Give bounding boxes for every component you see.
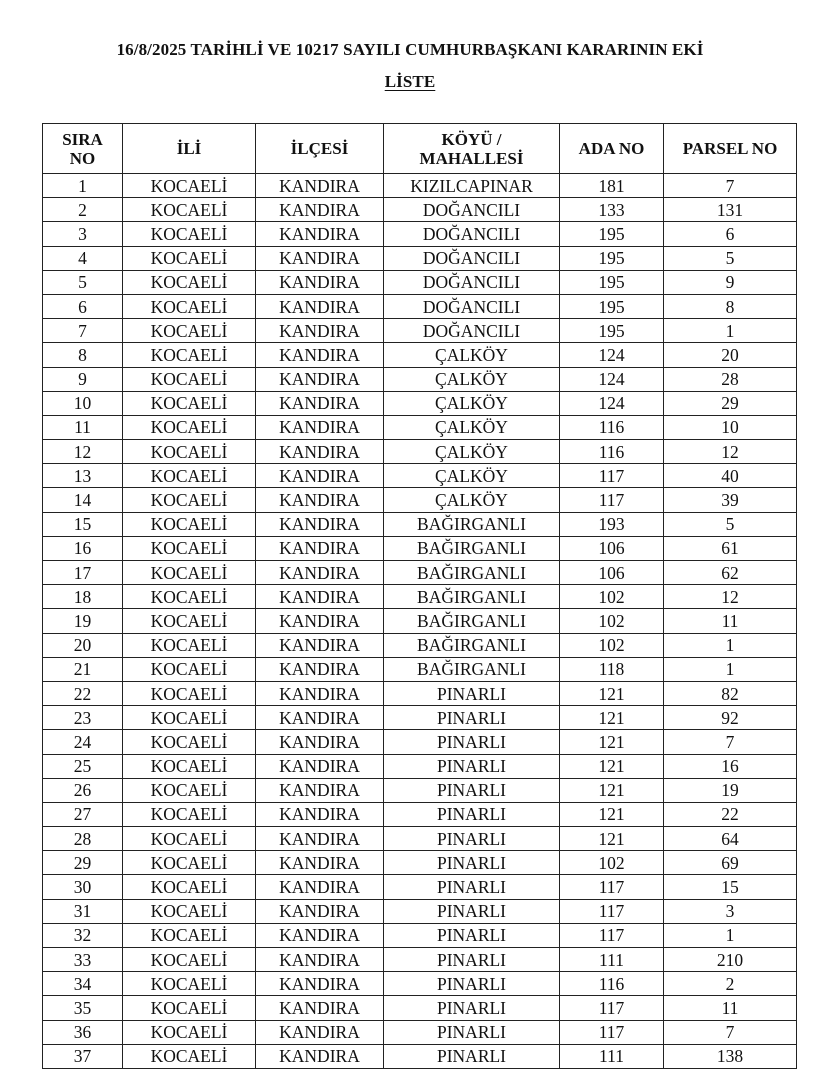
table-row bbox=[43, 778, 797, 802]
parcel-table bbox=[42, 123, 797, 1069]
cell-il: KOCAELİ bbox=[123, 174, 256, 198]
cell-il: KOCAELİ bbox=[123, 343, 256, 367]
cell-parsel-no: 40 bbox=[664, 464, 797, 488]
cell-ada-no: 117 bbox=[560, 899, 664, 923]
table-row bbox=[43, 561, 797, 585]
cell-koy-mahalle: PINARLI bbox=[384, 899, 560, 923]
cell-il: KOCAELİ bbox=[123, 996, 256, 1020]
cell-ilce: KANDIRA bbox=[256, 875, 384, 899]
cell-ilce: KANDIRA bbox=[256, 851, 384, 875]
cell-sira-no: 29 bbox=[43, 851, 123, 875]
cell-il: KOCAELİ bbox=[123, 948, 256, 972]
cell-ada-no: 124 bbox=[560, 391, 664, 415]
cell-ilce: KANDIRA bbox=[256, 415, 384, 439]
table-row bbox=[43, 198, 797, 222]
table-row bbox=[43, 754, 797, 778]
cell-ada-no: 195 bbox=[560, 319, 664, 343]
cell-ilce: KANDIRA bbox=[256, 802, 384, 826]
document-title: 16/8/2025 TARİHLİ VE 10217 SAYILI CUMHURBAŞKANI KARARININ EKİ bbox=[116, 40, 704, 59]
cell-ada-no: 193 bbox=[560, 512, 664, 536]
cell-ada-no: 195 bbox=[560, 294, 664, 318]
cell-parsel-no: 6 bbox=[664, 222, 797, 246]
cell-koy-mahalle: BAĞIRGANLI bbox=[384, 633, 560, 657]
table-row bbox=[43, 1020, 797, 1044]
cell-koy-mahalle: PINARLI bbox=[384, 1020, 560, 1044]
cell-ada-no: 102 bbox=[560, 633, 664, 657]
cell-il: KOCAELİ bbox=[123, 1020, 256, 1044]
cell-sira-no: 9 bbox=[43, 367, 123, 391]
table-body bbox=[43, 174, 797, 1069]
cell-koy-mahalle: BAĞIRGANLI bbox=[384, 512, 560, 536]
cell-ilce: KANDIRA bbox=[256, 1020, 384, 1044]
cell-il: KOCAELİ bbox=[123, 415, 256, 439]
cell-sira-no: 31 bbox=[43, 899, 123, 923]
cell-il: KOCAELİ bbox=[123, 827, 256, 851]
cell-sira-no: 20 bbox=[43, 633, 123, 657]
cell-koy-mahalle: BAĞIRGANLI bbox=[384, 561, 560, 585]
cell-ilce: KANDIRA bbox=[256, 512, 384, 536]
cell-sira-no: 11 bbox=[43, 415, 123, 439]
cell-ada-no: 102 bbox=[560, 585, 664, 609]
table-row bbox=[43, 706, 797, 730]
cell-parsel-no: 7 bbox=[664, 730, 797, 754]
cell-koy-mahalle: DOĞANCILI bbox=[384, 198, 560, 222]
cell-il: KOCAELİ bbox=[123, 754, 256, 778]
table-row bbox=[43, 899, 797, 923]
cell-ada-no: 116 bbox=[560, 415, 664, 439]
cell-ada-no: 121 bbox=[560, 802, 664, 826]
document-subtitle bbox=[0, 72, 820, 92]
cell-ilce: KANDIRA bbox=[256, 899, 384, 923]
cell-il: KOCAELİ bbox=[123, 561, 256, 585]
cell-il: KOCAELİ bbox=[123, 1044, 256, 1068]
cell-ilce: KANDIRA bbox=[256, 657, 384, 681]
table-row bbox=[43, 802, 797, 826]
cell-parsel-no: 1 bbox=[664, 923, 797, 947]
cell-ada-no: 117 bbox=[560, 996, 664, 1020]
cell-parsel-no: 11 bbox=[664, 609, 797, 633]
cell-sira-no: 36 bbox=[43, 1020, 123, 1044]
cell-parsel-no: 1 bbox=[664, 657, 797, 681]
cell-ilce: KANDIRA bbox=[256, 996, 384, 1020]
cell-sira-no: 13 bbox=[43, 464, 123, 488]
cell-il: KOCAELİ bbox=[123, 585, 256, 609]
cell-il: KOCAELİ bbox=[123, 923, 256, 947]
cell-ilce: KANDIRA bbox=[256, 730, 384, 754]
cell-ilce: KANDIRA bbox=[256, 294, 384, 318]
table-row bbox=[43, 923, 797, 947]
cell-koy-mahalle: BAĞIRGANLI bbox=[384, 657, 560, 681]
cell-sira-no: 1 bbox=[43, 174, 123, 198]
table-row bbox=[43, 415, 797, 439]
cell-parsel-no: 5 bbox=[664, 246, 797, 270]
cell-ilce: KANDIRA bbox=[256, 246, 384, 270]
header-il: İLİ bbox=[123, 124, 256, 174]
cell-sira-no: 26 bbox=[43, 778, 123, 802]
cell-sira-no: 12 bbox=[43, 440, 123, 464]
cell-il: KOCAELİ bbox=[123, 440, 256, 464]
table-row bbox=[43, 440, 797, 464]
cell-ada-no: 133 bbox=[560, 198, 664, 222]
cell-ada-no: 117 bbox=[560, 875, 664, 899]
cell-ilce: KANDIRA bbox=[256, 609, 384, 633]
cell-il: KOCAELİ bbox=[123, 730, 256, 754]
cell-ada-no: 195 bbox=[560, 270, 664, 294]
cell-il: KOCAELİ bbox=[123, 367, 256, 391]
cell-parsel-no: 11 bbox=[664, 996, 797, 1020]
cell-sira-no: 30 bbox=[43, 875, 123, 899]
cell-il: KOCAELİ bbox=[123, 802, 256, 826]
table-row bbox=[43, 512, 797, 536]
cell-koy-mahalle: PINARLI bbox=[384, 923, 560, 947]
cell-sira-no: 22 bbox=[43, 681, 123, 705]
cell-koy-mahalle: ÇALKÖY bbox=[384, 415, 560, 439]
cell-ilce: KANDIRA bbox=[256, 972, 384, 996]
cell-parsel-no: 28 bbox=[664, 367, 797, 391]
cell-parsel-no: 9 bbox=[664, 270, 797, 294]
cell-ada-no: 111 bbox=[560, 948, 664, 972]
table-row bbox=[43, 270, 797, 294]
header-sira-line1: SIRA bbox=[62, 129, 103, 149]
cell-ilce: KANDIRA bbox=[256, 536, 384, 560]
cell-koy-mahalle: PINARLI bbox=[384, 802, 560, 826]
cell-il: KOCAELİ bbox=[123, 609, 256, 633]
table-header-row bbox=[43, 124, 797, 174]
cell-sira-no: 33 bbox=[43, 948, 123, 972]
cell-koy-mahalle: DOĞANCILI bbox=[384, 222, 560, 246]
cell-ada-no: 124 bbox=[560, 367, 664, 391]
cell-ada-no: 116 bbox=[560, 440, 664, 464]
table-row bbox=[43, 246, 797, 270]
cell-ilce: KANDIRA bbox=[256, 391, 384, 415]
cell-il: KOCAELİ bbox=[123, 536, 256, 560]
cell-koy-mahalle: ÇALKÖY bbox=[384, 464, 560, 488]
cell-ilce: KANDIRA bbox=[256, 585, 384, 609]
cell-sira-no: 35 bbox=[43, 996, 123, 1020]
cell-parsel-no: 138 bbox=[664, 1044, 797, 1068]
cell-ada-no: 102 bbox=[560, 851, 664, 875]
cell-koy-mahalle: BAĞIRGANLI bbox=[384, 536, 560, 560]
cell-koy-mahalle: DOĞANCILI bbox=[384, 246, 560, 270]
cell-sira-no: 32 bbox=[43, 923, 123, 947]
cell-ada-no: 102 bbox=[560, 609, 664, 633]
cell-koy-mahalle: PINARLI bbox=[384, 972, 560, 996]
cell-parsel-no: 7 bbox=[664, 1020, 797, 1044]
table-row bbox=[43, 996, 797, 1020]
cell-ilce: KANDIRA bbox=[256, 633, 384, 657]
cell-sira-no: 23 bbox=[43, 706, 123, 730]
cell-il: KOCAELİ bbox=[123, 464, 256, 488]
cell-il: KOCAELİ bbox=[123, 972, 256, 996]
table-row bbox=[43, 730, 797, 754]
cell-parsel-no: 8 bbox=[664, 294, 797, 318]
cell-ada-no: 117 bbox=[560, 464, 664, 488]
cell-koy-mahalle: PINARLI bbox=[384, 996, 560, 1020]
table-row bbox=[43, 875, 797, 899]
cell-koy-mahalle: PINARLI bbox=[384, 875, 560, 899]
cell-ilce: KANDIRA bbox=[256, 488, 384, 512]
cell-koy-mahalle: DOĞANCILI bbox=[384, 270, 560, 294]
cell-il: KOCAELİ bbox=[123, 899, 256, 923]
cell-parsel-no: 15 bbox=[664, 875, 797, 899]
header-koy-mahalle bbox=[384, 124, 560, 174]
cell-sira-no: 25 bbox=[43, 754, 123, 778]
cell-sira-no: 6 bbox=[43, 294, 123, 318]
cell-ada-no: 121 bbox=[560, 754, 664, 778]
cell-ilce: KANDIRA bbox=[256, 827, 384, 851]
cell-koy-mahalle: PINARLI bbox=[384, 827, 560, 851]
cell-ada-no: 117 bbox=[560, 923, 664, 947]
cell-il: KOCAELİ bbox=[123, 706, 256, 730]
cell-il: KOCAELİ bbox=[123, 512, 256, 536]
cell-ilce: KANDIRA bbox=[256, 681, 384, 705]
cell-parsel-no: 64 bbox=[664, 827, 797, 851]
cell-ada-no: 106 bbox=[560, 536, 664, 560]
cell-parsel-no: 20 bbox=[664, 343, 797, 367]
cell-parsel-no: 2 bbox=[664, 972, 797, 996]
header-sira-line2: NO bbox=[69, 148, 96, 168]
cell-koy-mahalle: BAĞIRGANLI bbox=[384, 585, 560, 609]
cell-parsel-no: 82 bbox=[664, 681, 797, 705]
cell-sira-no: 15 bbox=[43, 512, 123, 536]
cell-sira-no: 5 bbox=[43, 270, 123, 294]
cell-parsel-no: 69 bbox=[664, 851, 797, 875]
header-sira-no bbox=[43, 124, 123, 174]
cell-koy-mahalle: PINARLI bbox=[384, 754, 560, 778]
cell-sira-no: 10 bbox=[43, 391, 123, 415]
cell-koy-mahalle: PINARLI bbox=[384, 851, 560, 875]
cell-parsel-no: 1 bbox=[664, 633, 797, 657]
header-ada-no: ADA NO bbox=[560, 124, 664, 174]
cell-ilce: KANDIRA bbox=[256, 778, 384, 802]
cell-il: KOCAELİ bbox=[123, 851, 256, 875]
cell-koy-mahalle: PINARLI bbox=[384, 948, 560, 972]
cell-koy-mahalle: PINARLI bbox=[384, 706, 560, 730]
cell-sira-no: 18 bbox=[43, 585, 123, 609]
cell-koy-mahalle: ÇALKÖY bbox=[384, 367, 560, 391]
cell-koy-mahalle: ÇALKÖY bbox=[384, 391, 560, 415]
cell-koy-mahalle: PINARLI bbox=[384, 1044, 560, 1068]
cell-parsel-no: 12 bbox=[664, 440, 797, 464]
cell-parsel-no: 62 bbox=[664, 561, 797, 585]
cell-parsel-no: 39 bbox=[664, 488, 797, 512]
cell-sira-no: 2 bbox=[43, 198, 123, 222]
cell-koy-mahalle: BAĞIRGANLI bbox=[384, 609, 560, 633]
liste-heading: LİSTE bbox=[384, 72, 436, 91]
cell-koy-mahalle: PINARLI bbox=[384, 681, 560, 705]
cell-sira-no: 17 bbox=[43, 561, 123, 585]
cell-parsel-no: 22 bbox=[664, 802, 797, 826]
cell-il: KOCAELİ bbox=[123, 294, 256, 318]
cell-parsel-no: 19 bbox=[664, 778, 797, 802]
cell-koy-mahalle: ÇALKÖY bbox=[384, 440, 560, 464]
header-koy-line1: KÖYÜ / bbox=[441, 129, 502, 149]
cell-ilce: KANDIRA bbox=[256, 174, 384, 198]
cell-sira-no: 3 bbox=[43, 222, 123, 246]
cell-sira-no: 24 bbox=[43, 730, 123, 754]
table-row bbox=[43, 174, 797, 198]
cell-ada-no: 121 bbox=[560, 706, 664, 730]
table-row bbox=[43, 681, 797, 705]
table-row bbox=[43, 851, 797, 875]
cell-ilce: KANDIRA bbox=[256, 440, 384, 464]
cell-ilce: KANDIRA bbox=[256, 464, 384, 488]
cell-ilce: KANDIRA bbox=[256, 270, 384, 294]
cell-il: KOCAELİ bbox=[123, 875, 256, 899]
cell-il: KOCAELİ bbox=[123, 657, 256, 681]
table-row bbox=[43, 536, 797, 560]
header-koy-line2: MAHALLESİ bbox=[419, 148, 524, 168]
cell-il: KOCAELİ bbox=[123, 391, 256, 415]
cell-il: KOCAELİ bbox=[123, 222, 256, 246]
table-row bbox=[43, 343, 797, 367]
cell-sira-no: 21 bbox=[43, 657, 123, 681]
cell-il: KOCAELİ bbox=[123, 681, 256, 705]
table-row bbox=[43, 294, 797, 318]
cell-ilce: KANDIRA bbox=[256, 923, 384, 947]
table-row bbox=[43, 585, 797, 609]
cell-ada-no: 121 bbox=[560, 827, 664, 851]
cell-ilce: KANDIRA bbox=[256, 561, 384, 585]
cell-koy-mahalle: PINARLI bbox=[384, 778, 560, 802]
cell-ada-no: 121 bbox=[560, 730, 664, 754]
cell-koy-mahalle: KIZILCAPINAR bbox=[384, 174, 560, 198]
table-row bbox=[43, 391, 797, 415]
cell-sira-no: 8 bbox=[43, 343, 123, 367]
cell-sira-no: 16 bbox=[43, 536, 123, 560]
cell-ada-no: 118 bbox=[560, 657, 664, 681]
table-row bbox=[43, 948, 797, 972]
cell-ilce: KANDIRA bbox=[256, 706, 384, 730]
cell-parsel-no: 1 bbox=[664, 319, 797, 343]
table-row bbox=[43, 1044, 797, 1068]
cell-koy-mahalle: ÇALKÖY bbox=[384, 343, 560, 367]
table-row bbox=[43, 657, 797, 681]
cell-ada-no: 181 bbox=[560, 174, 664, 198]
cell-ilce: KANDIRA bbox=[256, 948, 384, 972]
cell-sira-no: 7 bbox=[43, 319, 123, 343]
cell-sira-no: 27 bbox=[43, 802, 123, 826]
cell-koy-mahalle: DOĞANCILI bbox=[384, 294, 560, 318]
cell-sira-no: 34 bbox=[43, 972, 123, 996]
table-row bbox=[43, 367, 797, 391]
table-row bbox=[43, 609, 797, 633]
cell-ilce: KANDIRA bbox=[256, 343, 384, 367]
cell-sira-no: 14 bbox=[43, 488, 123, 512]
table-row bbox=[43, 464, 797, 488]
cell-ilce: KANDIRA bbox=[256, 222, 384, 246]
cell-parsel-no: 7 bbox=[664, 174, 797, 198]
cell-parsel-no: 29 bbox=[664, 391, 797, 415]
table-row bbox=[43, 319, 797, 343]
cell-parsel-no: 12 bbox=[664, 585, 797, 609]
cell-ada-no: 195 bbox=[560, 222, 664, 246]
cell-ada-no: 121 bbox=[560, 681, 664, 705]
cell-il: KOCAELİ bbox=[123, 488, 256, 512]
cell-il: KOCAELİ bbox=[123, 198, 256, 222]
cell-il: KOCAELİ bbox=[123, 319, 256, 343]
cell-koy-mahalle: DOĞANCILI bbox=[384, 319, 560, 343]
cell-ada-no: 195 bbox=[560, 246, 664, 270]
cell-il: KOCAELİ bbox=[123, 633, 256, 657]
cell-ilce: KANDIRA bbox=[256, 1044, 384, 1068]
cell-ada-no: 111 bbox=[560, 1044, 664, 1068]
cell-sira-no: 37 bbox=[43, 1044, 123, 1068]
cell-parsel-no: 210 bbox=[664, 948, 797, 972]
cell-ilce: KANDIRA bbox=[256, 754, 384, 778]
cell-ilce: KANDIRA bbox=[256, 319, 384, 343]
cell-parsel-no: 5 bbox=[664, 512, 797, 536]
cell-ilce: KANDIRA bbox=[256, 367, 384, 391]
table-row bbox=[43, 222, 797, 246]
header-ilce: İLÇESİ bbox=[256, 124, 384, 174]
cell-parsel-no: 131 bbox=[664, 198, 797, 222]
cell-ada-no: 121 bbox=[560, 778, 664, 802]
cell-ilce: KANDIRA bbox=[256, 198, 384, 222]
cell-koy-mahalle: PINARLI bbox=[384, 730, 560, 754]
cell-parsel-no: 92 bbox=[664, 706, 797, 730]
cell-parsel-no: 16 bbox=[664, 754, 797, 778]
cell-sira-no: 19 bbox=[43, 609, 123, 633]
cell-ada-no: 117 bbox=[560, 1020, 664, 1044]
table-row bbox=[43, 827, 797, 851]
cell-sira-no: 28 bbox=[43, 827, 123, 851]
cell-parsel-no: 61 bbox=[664, 536, 797, 560]
table-row bbox=[43, 972, 797, 996]
cell-ada-no: 117 bbox=[560, 488, 664, 512]
cell-il: KOCAELİ bbox=[123, 778, 256, 802]
cell-ada-no: 106 bbox=[560, 561, 664, 585]
cell-il: KOCAELİ bbox=[123, 270, 256, 294]
cell-il: KOCAELİ bbox=[123, 246, 256, 270]
table-row bbox=[43, 633, 797, 657]
cell-koy-mahalle: ÇALKÖY bbox=[384, 488, 560, 512]
cell-parsel-no: 3 bbox=[664, 899, 797, 923]
table-row bbox=[43, 488, 797, 512]
cell-ada-no: 124 bbox=[560, 343, 664, 367]
cell-sira-no: 4 bbox=[43, 246, 123, 270]
cell-parsel-no: 10 bbox=[664, 415, 797, 439]
cell-ada-no: 116 bbox=[560, 972, 664, 996]
header-parsel-no: PARSEL NO bbox=[664, 124, 797, 174]
